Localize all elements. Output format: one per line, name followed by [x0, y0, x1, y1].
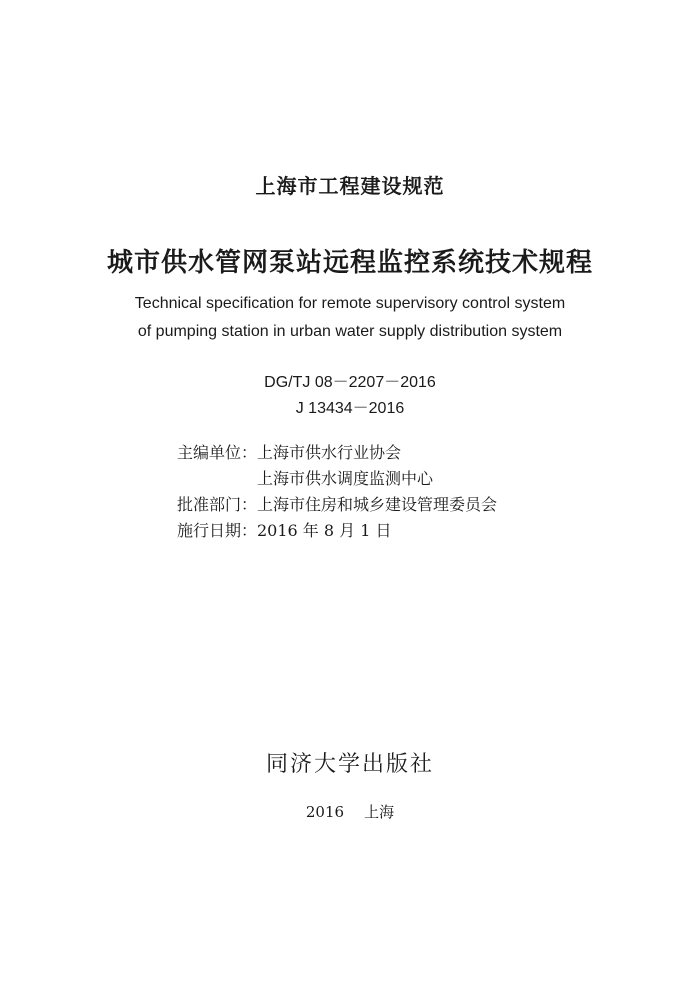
publication-year: 2016	[305, 803, 345, 821]
standard-series: 上海市工程建设规范	[255, 174, 445, 198]
standard-code-secondary: J 13434－2016	[295, 400, 405, 417]
editor-row	[177, 440, 497, 466]
editor-label: 主编单位：	[177, 443, 258, 462]
english-title-line-2: of pumping station in urban water supply distribution system	[137, 323, 563, 340]
editor-unit-1: 上海市供水行业协会	[257, 443, 402, 462]
approver-value: 上海市住房和城乡建设管理委员会	[257, 495, 498, 514]
document-title: 城市供水管网泵站远程监控系统技术规程	[106, 248, 593, 278]
publisher-name: 同济大学出版社	[265, 752, 434, 777]
english-title-line-1: Technical specification for remote supervisory control system	[134, 295, 566, 312]
effective-date-row	[177, 518, 497, 544]
publication-city: 上海	[364, 803, 395, 821]
publication-year-city	[0, 801, 700, 822]
approver-row	[177, 492, 497, 518]
editor-unit-2: 上海市供水调度监测中心	[257, 469, 434, 488]
publication-info	[177, 440, 497, 544]
effective-date-label: 施行日期：	[177, 521, 258, 540]
standard-code-primary: DG/TJ 08－2207－2016	[264, 374, 436, 391]
approver-label: 批准部门：	[177, 495, 258, 514]
editor-row-2	[177, 466, 497, 492]
effective-date-value: 2016 年 8 月 1 日	[257, 521, 392, 540]
